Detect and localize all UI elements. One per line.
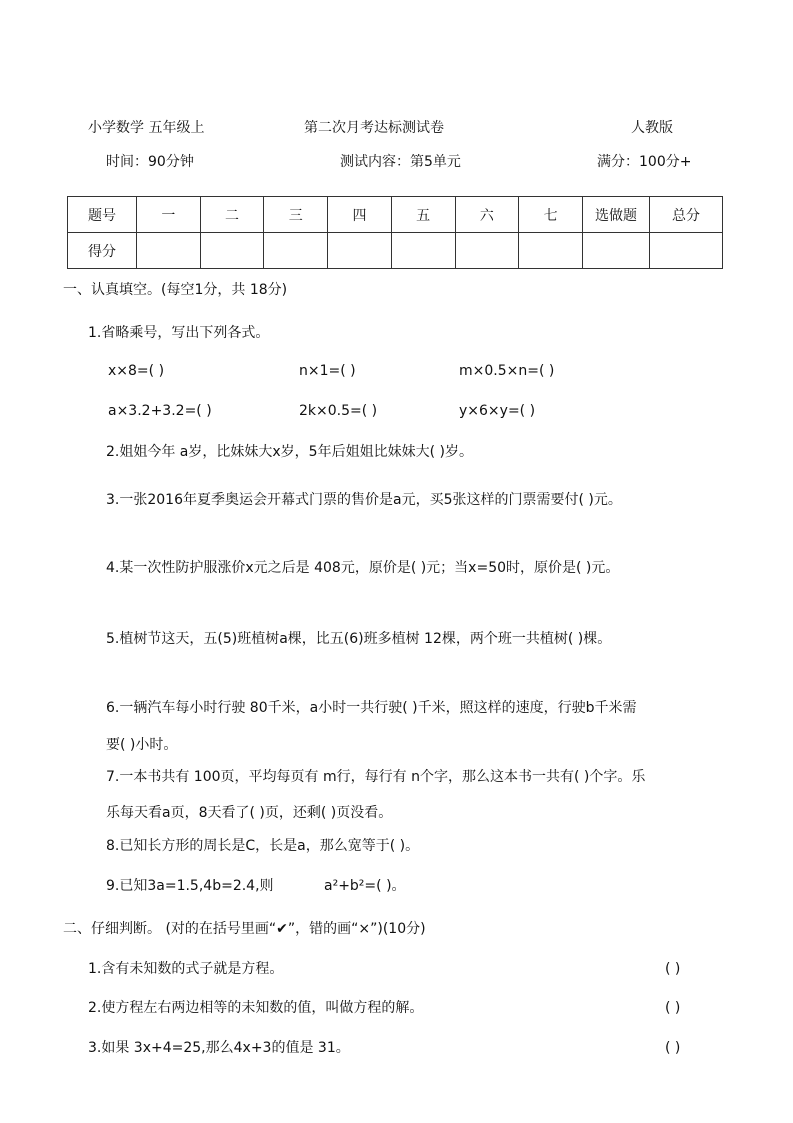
- question-6-line-2: 要( )小时。: [106, 737, 178, 753]
- header-title: 第二次月考达标测试卷: [304, 120, 444, 136]
- judge-item-3: 3.如果 3x+4=25,那么4x+3的值是 31。: [88, 1040, 350, 1056]
- table-header-cell: 七: [519, 197, 583, 233]
- table-header-cell: 四: [328, 197, 392, 233]
- table-header-cell: 五: [391, 197, 455, 233]
- section-1-title: 一、认真填空。(每空1分，共 18分): [63, 282, 288, 298]
- question-7-line-2: 乐每天看a页，8天看了( )页，还剩( )页没看。: [106, 805, 393, 821]
- header-subject: 小学数学 五年级上: [88, 120, 205, 136]
- question-4: 4.某一次性防护服涨价x元之后是 408元，原价是( )元；当x=50时，原价是( )元。: [106, 560, 620, 576]
- question-2: 2.姐姐今年 a岁，比妹妹大x岁，5年后姐姐比妹妹大( )岁。: [106, 444, 473, 460]
- judge-item-1: 1.含有未知数的式子就是方程。: [88, 961, 284, 977]
- judge-answer-1[interactable]: ( ): [665, 961, 681, 977]
- header-time: 时间：90分钟: [106, 154, 194, 170]
- table-row-label: 得分: [68, 233, 137, 269]
- q1-item-5: 2k×0.5=( ): [299, 403, 378, 419]
- question-6-line-1: 6.一辆汽车每小时行驶 80千米，a小时一共行驶( )千米，照这样的速度，行驶b千米需: [106, 700, 637, 716]
- score-cell[interactable]: [328, 233, 392, 269]
- q1-item-6: y×6×y=( ): [459, 403, 536, 419]
- table-header-cell: 题号: [68, 197, 137, 233]
- judge-answer-3[interactable]: ( ): [665, 1040, 681, 1056]
- header-content: 测试内容：第5单元: [340, 154, 461, 170]
- score-table: [67, 196, 723, 269]
- q1-item-4: a×3.2+3.2=( ): [108, 403, 212, 419]
- table-header-cell: 二: [200, 197, 264, 233]
- table-header-cell: 总分: [650, 197, 723, 233]
- q1-item-1: x×8=( ): [108, 363, 165, 379]
- judge-answer-2[interactable]: ( ): [665, 1000, 681, 1016]
- q1-item-3: m×0.5×n=( ): [459, 363, 555, 379]
- table-header-cell: 三: [264, 197, 328, 233]
- section-2-title: 二、仔细判断。 (对的在括号里画“✔”，错的画“×”)(10分): [63, 921, 426, 937]
- score-cell[interactable]: [519, 233, 583, 269]
- header-score: 满分：100分+: [597, 154, 692, 170]
- header-edition: 人教版: [631, 120, 673, 136]
- score-cell[interactable]: [264, 233, 328, 269]
- table-header-cell: 选做题: [583, 197, 650, 233]
- score-cell[interactable]: [137, 233, 201, 269]
- question-9-part-b: a²+b²=( )。: [324, 878, 406, 894]
- question-5: 5.植树节这天，五(5)班植树a棵，比五(6)班多植树 12棵，两个班一共植树( )棵。: [106, 631, 612, 647]
- score-cell[interactable]: [455, 233, 519, 269]
- question-9-part-a: 9.已知3a=1.5,4b=2.4,则: [106, 878, 274, 894]
- question-1: 1.省略乘号，写出下列各式。: [88, 325, 270, 341]
- score-cell[interactable]: [391, 233, 455, 269]
- q1-item-2: n×1=( ): [299, 363, 356, 379]
- question-7-line-1: 7.一本书共有 100页，平均每页有 m行，每行有 n个字，那么这本书一共有( )个字。乐: [106, 769, 646, 785]
- score-table-header-row: [68, 197, 723, 233]
- score-table-score-row: [68, 233, 723, 269]
- score-cell[interactable]: [583, 233, 650, 269]
- table-header-cell: 六: [455, 197, 519, 233]
- question-8: 8.已知长方形的周长是C，长是a，那么宽等于( )。: [106, 838, 420, 854]
- judge-item-2: 2.使方程左右两边相等的未知数的值，叫做方程的解。: [88, 1000, 424, 1016]
- table-header-cell: 一: [137, 197, 201, 233]
- score-cell[interactable]: [200, 233, 264, 269]
- question-3: 3.一张2016年夏季奥运会开幕式门票的售价是a元，买5张这样的门票需要付( )元。: [106, 492, 622, 508]
- score-cell[interactable]: [650, 233, 723, 269]
